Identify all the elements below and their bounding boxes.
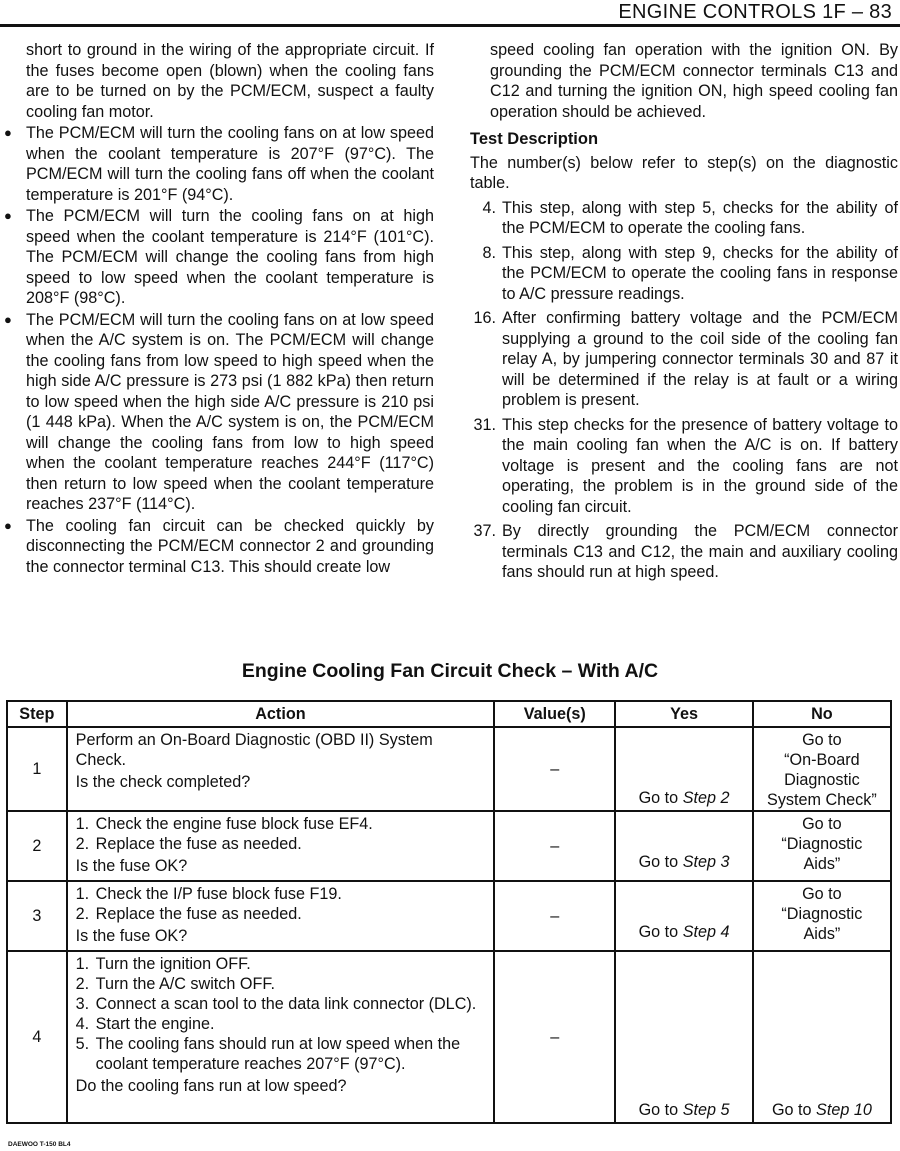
action-step-text: Replace the fuse as needed. [95,835,302,853]
test-intro: The number(s) below refer to step(s) on the diagnostic table. [470,153,898,192]
header-rule [0,24,900,27]
test-step-text: After confirming battery voltage and the PCM/ECM supplying a ground to the coil side of the cooling fan relay A, by jumpering connector terminals 30 and 87 it will be determined if the relay is at fault or a wiring problem is present. [502,309,898,409]
test-step-number: 31. [473,415,496,434]
yes-step-link[interactable]: Step 5 [682,1101,730,1119]
test-step-item [470,415,898,518]
header-yes: Yes [615,701,752,727]
no-prefix: Go to [771,1101,817,1119]
action-step: 3. Connect a scan tool to the data link connector (DLC). [75,995,477,1013]
action-step: 1. Check the engine fuse block fuse EF4. [75,815,373,833]
test-step-text: By directly grounding the PCM/ECM connector terminals C13 and C12, the main and auxiliary cooling fans should run at high speed. [502,522,898,581]
test-step-text: This step, along with step 9, checks for the ability of the PCM/ECM to operate the cooling fans in response to A/C pressure readings. [502,243,898,303]
table-row [7,951,891,1123]
action-step-text: Start the engine. [95,1015,215,1033]
test-step-text: This step, along with step 5, checks for the ability of the PCM/ECM to operate the cooling fans. [502,198,898,237]
yes-cell [615,811,752,881]
action-cell [67,727,495,811]
diagnostic-table [6,700,892,1124]
test-step-text: This step checks for the presence of battery voltage to the main cooling fan when the A/C is on. If battery voltage is present and the cooling fans are not operating, the problem is in the ground side of the cooling fan circuit. [502,415,898,516]
action-step-text: The cooling fans should run at low speed when the coolant temperature reaches 207°F (97°C). [95,1035,461,1073]
action-step-text: Turn the ignition OFF. [95,955,251,973]
no-cell [753,881,891,951]
no-step-link[interactable]: Step 10 [816,1101,872,1119]
value-cell: – [494,811,615,881]
yes-cell [615,727,752,811]
step-cell: 2 [7,811,67,881]
intro-paragraph: short to ground in the wiring of the appropriate circuit. If the fuses become open (blown) when the cooling fans are to be turned on by the PCM/ECM, suspect a faulty cooling fan motor. [26,41,434,121]
step-cell: 3 [7,881,67,951]
action-lead: Perform an On-Board Diagnostic (OBD II) System Check. [75,731,433,769]
table-title: Engine Cooling Fan Circuit Check – With A/C [241,660,659,682]
action-step-text: Check the I/P fuse block fuse F19. [95,885,342,903]
action-step-text: Replace the fuse as needed. [95,905,302,923]
yes-prefix: Go to [638,1101,683,1119]
value-cell: – [494,951,615,1123]
right-column [470,40,898,587]
value-cell: – [494,727,615,811]
yes-prefix: Go to [638,789,683,807]
action-step: 1. Turn the ignition OFF. [75,955,251,973]
page-title: ENGINE CONTROLS 1F – 83 [618,1,892,23]
test-step-number: 4. [482,198,496,217]
left-column [6,40,434,577]
action-steps [76,814,486,854]
table-header-row [7,701,891,727]
action-cell [67,881,495,951]
action-question: Do the cooling fans run at low speed? [75,1077,347,1095]
value-cell: – [494,881,615,951]
test-description-heading: Test Description [470,130,599,148]
action-step-text: Connect a scan tool to the data link connector (DLC). [95,995,477,1013]
table-row [7,881,891,951]
no-cell [753,951,891,1123]
action-step: 2. Replace the fuse as needed. [75,835,302,853]
test-step-item [470,243,898,305]
action-step: 2. Replace the fuse as needed. [75,905,302,923]
action-question: Is the fuse OK? [75,857,188,875]
test-step-item [470,198,898,239]
footer-code: DAEWOO T-150 BL4 [8,1141,71,1148]
action-cell [67,951,495,1123]
no-target[interactable]: Go to “Diagnostic Aids” [781,815,863,873]
action-step-text: Turn the A/C switch OFF. [95,975,275,993]
action-step: 4. Start the engine. [75,1015,215,1033]
test-step-number: 8. [482,243,496,262]
yes-prefix: Go to [638,923,683,941]
yes-prefix: Go to [638,853,683,871]
test-step-item [470,308,898,411]
step-cell: 1 [7,727,67,811]
action-step: 2. Turn the A/C switch OFF. [75,975,275,993]
no-target[interactable]: Go to “On-Board Diagnostic System Check” [767,731,877,809]
header-values: Value(s) [494,701,615,727]
bullet-list [6,123,434,577]
action-steps [76,884,486,924]
action-question: Is the fuse OK? [75,927,188,945]
action-steps [76,954,486,1074]
action-cell [67,811,495,881]
header-step: Step [7,701,67,727]
action-step: 5. The cooling fans should run at low speed when the coolant temperature reaches 207°F (97°C). [75,1035,461,1073]
bullet-item: ● The PCM/ECM will turn the cooling fans on at low speed when the coolant temperature is 207°F (97°C). The PCM/ECM will turn the cooling fans off when the coolant temperature is 201°F (94°C). [6,123,434,205]
yes-step-link[interactable]: Step 3 [682,853,730,871]
step-cell: 4 [7,951,67,1123]
no-cell [753,727,891,811]
header-no: No [753,701,891,727]
test-steps-list [470,198,898,583]
yes-cell [615,951,752,1123]
action-step-text: Check the engine fuse block fuse EF4. [95,815,373,833]
bullet-item: ● The PCM/ECM will turn the cooling fans on at high speed when the coolant temperature is 214°F (101°C). The PCM/ECM will change the cooling fans from high speed to low speed when the coolant temperature is 208°F (98°C). [6,206,434,309]
header-action: Action [67,701,495,727]
table-row [7,727,891,811]
table-row [7,811,891,881]
yes-cell [615,881,752,951]
action-step: 1. Check the I/P fuse block fuse F19. [75,885,342,903]
bullet-item: ● The cooling fan circuit can be checked quickly by disconnecting the PCM/ECM connector 2 and grounding the connector terminal C13. This should create low [6,516,434,578]
no-cell [753,811,891,881]
bullet-item: ● The PCM/ECM will turn the cooling fans on at low speed when the A/C system is on. The PCM/ECM will change the cooling fans from low speed to high speed when the high side A/C pressure is 273 psi (1 882 kPa) then return to low speed when the high side A/C pressure is 210 psi (1 448 kPa). When the A/C system is on, the PCM/ECM will change the cooling fans from low to high speed when the coolant temperature reaches 244°F (117°C) then return to low speed when the coolant temperature reaches 237°F (114°C). [6,310,434,515]
test-step-item [470,521,898,583]
test-step-number: 16. [473,309,496,327]
no-target[interactable]: Go to “Diagnostic Aids” [781,885,863,943]
yes-step-link[interactable]: Step 2 [682,789,730,807]
continued-paragraph: speed cooling fan operation with the ignition ON. By grounding the PCM/ECM connector terminals C13 and C12 and turning the ignition ON, high speed cooling fan operation should be achieved. [490,41,898,121]
action-question: Is the check completed? [75,773,251,791]
page-header [0,0,900,26]
test-step-number: 37. [473,522,496,540]
yes-step-link[interactable]: Step 4 [682,923,730,941]
